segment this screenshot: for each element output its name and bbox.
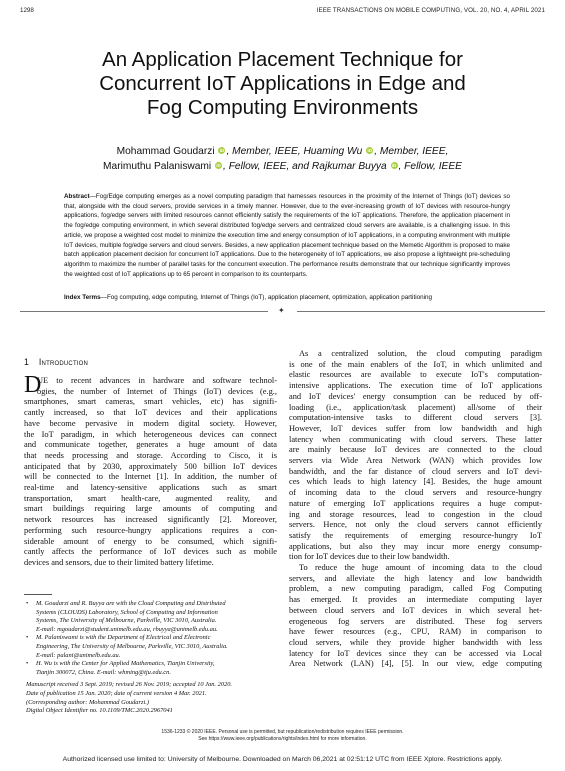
orcid-icon[interactable]: iD [219, 148, 225, 153]
footnote-line: M. Goudarzi and R. Buyya are with the Cloud Computing and Distributed [36, 600, 226, 607]
index-terms-text: —Fog computing, edge computing, Internet of Things (IoT), application placement, optimization, application partitioning [100, 294, 432, 301]
body-text-line: cloud servers, while they provide higher bandwidth with less [289, 637, 542, 647]
body-text-line: cantly increased, so that IoT devices and their applications [24, 408, 277, 418]
footnote-affiliation [26, 600, 276, 634]
copyright-link-line[interactable]: See https://www.ieee.org/publications/rights/index.html for more information. [198, 735, 367, 742]
body-text-line: However, IoT devices suffer from low bandwidth and high [289, 423, 542, 433]
footnote-line: Tianjin 300072, China. E-mail: whming@tju.edu.cn. [36, 668, 171, 676]
body-text-line: siderable amount of energy to be consumed, which signifi- [24, 536, 277, 546]
body-text-line: erogeneous fog servers are distributed. These fog servers [289, 616, 542, 626]
abstract-label: Abstract [64, 193, 90, 200]
author-name: Mohammad Goudarzi [116, 146, 215, 157]
abstract-text: —Fog/Edge computing emerges as a novel computing paradigm that harnesses resources in the proximity of the Internet of Things (IoT) devices so that, alongside with the cloud servers, provide services in a timely manner. However, due to the ever-increasing growth of IoT devices with resource-hungry applications, fog/edge servers with limited resources cannot efficiently satisfy the requirements of the IoT applications. Therefore, the application placement in the fog/edge computing environment, in which several distributed fog/edge servers and centralized cloud servers are available, is a challenging issue. In this article, we propose a weighted cost model to minimize the execution time and energy consumption of IoT applications, in a computing environment with multiple IoT devices, multiple fog/edge servers and cloud servers. Besides, a new application placement technique based on the Memetic Algorithm is proposed to make batch application placement decision for concurrent IoT applications. Due to the heterogeneity of IoT applications, we also propose a lightweight pre-scheduling algorithm to maximize the number of parallel tasks for the concurrent execution. The performance results demonstrate that our technique significantly improves the weighted cost of IoT applications up to 65 percent in comparison to its counterparts. [64, 193, 510, 278]
section-divider [20, 308, 545, 316]
author-affiliation: , Fellow, IEEE, and Rajkumar Buyya [223, 161, 387, 172]
footnote-line: Engineering, The University of Melbourne, Parkville, VIC 3010, Australia. [36, 642, 228, 650]
body-text-line: loading (i.e., application/task placement) all/some of their [289, 402, 542, 412]
footnote-line: M. Palaniswami is with the Department of Electrical and Electronic [36, 634, 211, 642]
footnote-line: H. Wu is with the Center for Applied Mathematics, Tianjin University, [36, 660, 215, 668]
footnote-line: E-mail: mgoudarzi@student.unimelb.edu.au, rbuyya@unimelb.edu.au. [36, 625, 218, 633]
author-affiliation: , Member, IEEE, Huaming Wu [226, 146, 363, 157]
footnote-line: Systems, The University of Melbourne, Parkville, VIC 3010, Australia. [36, 617, 217, 625]
running-header [20, 7, 545, 17]
paper-title [40, 48, 525, 120]
title-line: Concurrent IoT Applications in Edge and [99, 72, 466, 95]
body-text-line: problem, a new computing paradigm, called Fog Computing [289, 584, 542, 594]
body-text-line: bandwidth, and the far distance of cloud servers and IoT devi- [289, 466, 542, 476]
journal-name: IEEE TRANSACTIONS ON MOBILE COMPUTING, VOL. 20, NO. 4, APRIL 2021 [316, 7, 545, 14]
body-text-line: real-time and latency-sensitive applications such as smart [24, 483, 277, 493]
body-text-line: the IoT paradigm, in which heterogeneous devices can connect [24, 429, 277, 439]
author-line-1 [40, 144, 525, 159]
body-text-line: latency for IoT devices since they can be accessed via Local [289, 648, 542, 658]
body-text-line: ces which leads to high latency [4]. Besides, the huge amount [289, 477, 542, 487]
body-text-line: UE to recent advances in hardware and software technol- [37, 376, 277, 385]
body-text-line: nature of emerging IoT applications requires a huge comput- [289, 498, 542, 508]
right-column-body [289, 349, 542, 670]
body-text-line: anticipated that by 2030, approximately 500 billion IoT devices [24, 461, 277, 471]
copyright-line: 1536-1233 © 2020 IEEE. Personal use is permitted, but republication/redistribution requires IEEE permission. [161, 729, 404, 735]
body-text-line: computation-intensive tasks to different cloud servers [3]. [289, 413, 542, 423]
body-text-line: and communicate together, generates a huge amount of data [24, 440, 277, 450]
author-affiliation: , Fellow, IEEE [398, 161, 462, 172]
bullet-icon: • [26, 660, 29, 668]
body-text-line: elastic resources are available to execute IoT's computation- [289, 370, 542, 380]
authorized-use-notice: Authorized licensed use limited to: University of Melbourne. Downloaded on March 06,2021 at 02:51:12 UTC from IEEE Xplore. Restrictions apply. [62, 756, 503, 763]
body-text-line: devices and sensors, due to their limited battery lifetime. [24, 557, 214, 567]
body-text-line: smartphones, smart cameras, smart vehicles, etc) has signifi- [24, 397, 277, 407]
section-title: Introduction [38, 357, 89, 367]
body-text-line: have become pervasive in modern digital society. However, [24, 418, 277, 428]
drop-cap: D [24, 372, 42, 398]
divider-rule-right [297, 311, 545, 312]
body-text-line: performing such resource-hungry applications requires a con- [24, 525, 277, 535]
divider-rule-left [20, 311, 268, 312]
manuscript-line: Date of publication 15 Jan. 2020; date of current version 4 Mar. 2021. [26, 689, 207, 697]
orcid-icon[interactable]: iD [367, 148, 372, 153]
manuscript-info [26, 681, 276, 715]
body-text-line: is one of the main enablers of the IoT, in which unlimited and [289, 359, 542, 369]
author-list [40, 144, 525, 174]
author-line-2 [40, 159, 525, 174]
body-text-line: To reduce the huge amount of incoming data to the cloud [299, 563, 542, 573]
title-line: Fog Computing Environments [146, 96, 419, 119]
body-text-line: that needs processing and storage. According to Cisco, it is [24, 450, 277, 460]
manuscript-line: Manuscript received 3 Sept. 2019; revised 26 Nov. 2019; accepted 10 Jan. 2020. [26, 681, 232, 689]
body-text-line: transportation, smart health-care, augmented reality, and [24, 493, 277, 503]
body-text-line: intensive applications. The execution time of IoT applications [289, 381, 542, 391]
doi-line: Digital Object Identifier no. 10.1109/TMC.2020.2967041 [26, 707, 173, 715]
body-text-line: ing and storage resources, lead to congestion in the cloud [289, 509, 542, 519]
body-text-line: cantly affects the performance of IoT devices such as mobile [24, 547, 277, 557]
body-text-line: applications, but also they may incur more energy consump- [289, 541, 542, 551]
footnote-affiliation [26, 660, 276, 677]
body-text-line: has emerged. It provides an intermediate computing layer [289, 595, 542, 605]
body-text-line: ogies, the number of Internet of Things (IoT) devices (e.g., [37, 386, 277, 396]
section-number: 1 [24, 357, 29, 367]
body-text-line: servers. Hence, not only the cloud servers cannot efficiently [289, 520, 542, 530]
bullet-icon: • [26, 600, 29, 607]
body-text-line: satisfy the requirements of emerging resource-hungry IoT [289, 530, 542, 540]
body-text-line: and IoT devices' energy consumption can be reduced by off- [289, 391, 542, 401]
divider-diamond-icon: ✦ [278, 306, 285, 315]
index-terms [64, 293, 510, 302]
body-text-line: servers via Wide Area Network (WAN) which provides low [289, 456, 542, 466]
section-heading [24, 357, 88, 367]
body-text-line: will be connected to the Internet [1]. In addition, the number of [24, 472, 277, 482]
page-number: 1298 [20, 7, 34, 14]
footnotes [26, 600, 276, 716]
body-text-line: As a centralized solution, the cloud computing paradigm [299, 349, 542, 358]
author-affiliation: , Member, IEEE, [374, 146, 449, 157]
index-terms-label: Index Terms [64, 294, 101, 301]
body-text-line: between cloud servers and IoT devices in which several het- [289, 605, 542, 615]
orcid-icon[interactable]: iD [216, 163, 221, 168]
body-text-line: have fewer resources (e.g., CPU, RAM) in comparison to [289, 627, 542, 637]
footnote-rule [24, 594, 52, 595]
orcid-icon[interactable]: iD [391, 163, 397, 168]
footnote-affiliation [26, 634, 276, 660]
body-text-line: servers, and alleviate the high latency and low bandwidth [289, 573, 542, 583]
body-text-line: network resources has increased significantly [2]. Moreover, [24, 515, 277, 525]
bullet-icon: • [26, 634, 29, 642]
body-text-line: latency when communicating with cloud servers. These latter [289, 434, 542, 444]
footnote-line: E-mail: palani@unimelb.edu.au. [36, 651, 121, 659]
body-text-line: Area Network (LAN) [4], [5]. In our view, edge computing [289, 659, 542, 669]
copyright-notice [0, 729, 565, 742]
manuscript-line: (Corresponding author: Mohammad Goudarzi.) [26, 698, 149, 706]
abstract [64, 192, 510, 279]
body-text-line: of incoming data to the cloud servers and resource-hungry [289, 488, 542, 498]
title-line: An Application Placement Technique for [102, 48, 463, 71]
body-text-line: tion for IoT devices due to their low bandwidth. [289, 552, 450, 562]
left-column-body [24, 372, 277, 569]
footnote-line: Systems (CLOUDS) Laboratory, School of Computing and Information [36, 608, 218, 616]
body-text-line: smart buildings requiring large amounts of computing and [24, 504, 277, 514]
body-text-line: are mainly because IoT devices are connected to the cloud [289, 445, 542, 455]
author-name: Marimuthu Palaniswami [103, 161, 212, 172]
